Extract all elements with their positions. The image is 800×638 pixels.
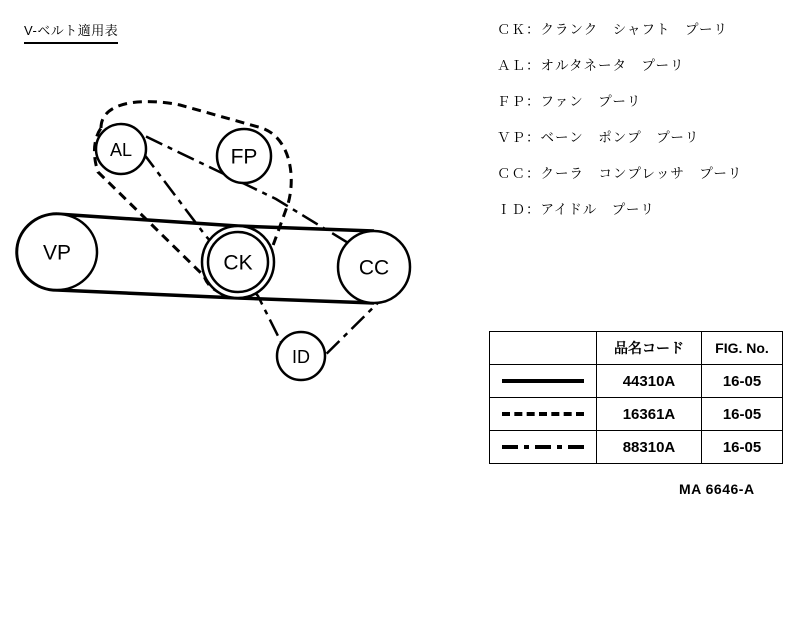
pulley-label-VP: VP bbox=[42, 241, 72, 265]
header-code: 品名コード bbox=[597, 332, 702, 365]
part-code: 88310A bbox=[597, 431, 702, 464]
fig-no: 16-05 bbox=[702, 431, 783, 464]
table-row bbox=[490, 365, 783, 398]
legend-item: ＣＫ：クランク シャフト プーリ bbox=[497, 22, 729, 37]
legend-item: ＶＰ：ベーン ポンプ プーリ bbox=[497, 130, 700, 145]
table-header-row bbox=[490, 332, 783, 365]
line-sample-dashdot bbox=[490, 431, 597, 464]
legend-item: ＡＬ：オルタネータ プーリ bbox=[497, 58, 685, 73]
table-row bbox=[490, 398, 783, 431]
pulley-label-ID: ID bbox=[292, 346, 310, 367]
fig-no: 16-05 bbox=[702, 365, 783, 398]
pulley-label-CK: CK bbox=[223, 251, 253, 275]
figure-reference-code: MA 6646-A bbox=[679, 481, 755, 497]
pulley-label-CC: CC bbox=[358, 256, 390, 280]
solid-line-icon bbox=[502, 379, 584, 383]
legend-item: ＣＣ：クーラ コンプレッサ プーリ bbox=[497, 166, 743, 181]
table-row bbox=[490, 431, 783, 464]
part-code: 16361A bbox=[597, 398, 702, 431]
pulley-legend bbox=[497, 22, 787, 238]
line-sample-dashed bbox=[490, 398, 597, 431]
pulley-label-FP: FP bbox=[230, 145, 258, 169]
header-sample bbox=[490, 332, 597, 365]
pulley-shapes bbox=[17, 124, 410, 380]
dashed-line-icon bbox=[502, 412, 584, 416]
belt-routing-diagram bbox=[0, 80, 470, 420]
page-title: V-ベルト適用表 bbox=[24, 20, 118, 44]
legend-item: ＩＤ：アイドル プーリ bbox=[497, 202, 655, 217]
belt-part-table bbox=[489, 331, 783, 464]
header-fig: FIG. No. bbox=[702, 332, 783, 365]
legend-item: ＦＰ：ファン プーリ bbox=[497, 94, 642, 109]
dash-dot-line-icon bbox=[502, 445, 584, 449]
fig-no: 16-05 bbox=[702, 398, 783, 431]
pulley-label-AL: AL bbox=[109, 139, 133, 160]
part-code: 44310A bbox=[597, 365, 702, 398]
line-sample-solid bbox=[490, 365, 597, 398]
